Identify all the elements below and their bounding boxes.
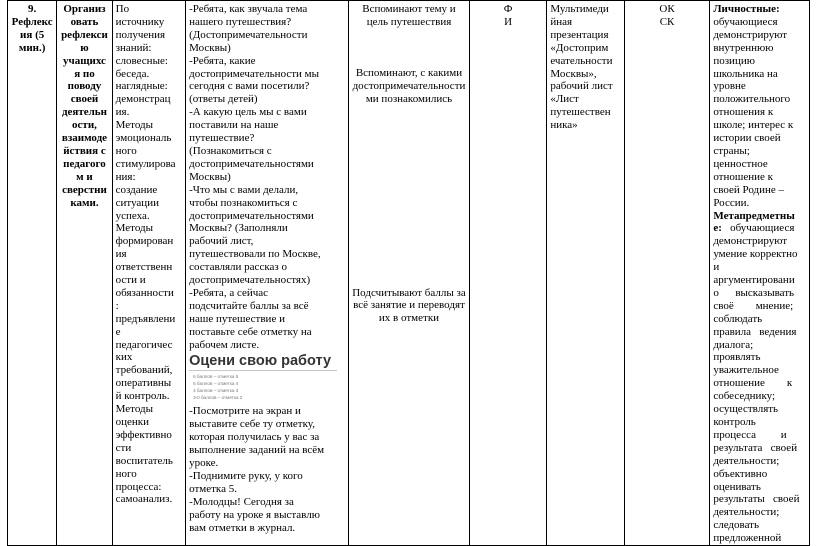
methods-line: ия — [115, 248, 127, 261]
result-line: отношения к — [713, 106, 774, 119]
student-line: их в отметки — [378, 312, 440, 325]
rating-slide-line: 4 баллов – отметка 3 — [193, 388, 239, 394]
methods-line: демонстрац — [115, 93, 171, 106]
teacher-line: рабочий лист, — [189, 235, 254, 248]
goal-cell — [57, 1, 112, 546]
result-line: отношение к — [713, 170, 773, 183]
stage-line: мин.) — [18, 41, 46, 54]
teacher-line: поставили на наше — [189, 119, 279, 132]
goal-line: йствия с — [63, 144, 106, 157]
stage-cell — [8, 1, 57, 546]
goal-line: взаимоде — [61, 132, 108, 145]
result-line: результаты своей — [713, 493, 800, 506]
goal-line: рефлекси — [61, 28, 108, 41]
methods-line: эффективно — [115, 428, 172, 441]
goal-line: учащихс — [63, 54, 106, 67]
teacher-line: сегодня с вами посетили? — [189, 80, 310, 93]
resource-line: «Лист — [550, 93, 579, 106]
methods-line: ситуации — [115, 196, 159, 209]
table-row-reflection — [8, 1, 810, 546]
stage-line: 9. — [28, 3, 37, 15]
result-line: осуществлять — [713, 403, 779, 416]
methods-line: е — [115, 325, 121, 338]
teacher-line: достопримечательности мы — [189, 67, 320, 80]
goal-line: овать — [70, 15, 99, 28]
result-line: объективно — [713, 467, 768, 480]
student-line: достопримечательности — [352, 79, 466, 92]
resource-line: презентация — [550, 28, 609, 41]
result-line: демонстрируют — [713, 28, 788, 41]
methods-line: предъявлени — [115, 312, 176, 325]
rating-slide-line: 3-0 баллов – отметка 2 — [193, 395, 243, 401]
teacher-line: -Молодцы! Сегодня за — [189, 495, 294, 508]
stage-line: Рефлекс — [11, 15, 53, 28]
rating-slide-line: 5 баллов – отметка 4 — [193, 381, 239, 387]
meta-results-title: Метапредметны — [713, 209, 795, 222]
teacher-line: -Поднимите руку, у кого — [189, 470, 303, 482]
resource-line: Москвы», — [550, 67, 597, 80]
resource-line: рабочий лист — [550, 80, 613, 93]
methods-line: источнику — [115, 15, 165, 28]
methods-line: й контроль. — [115, 390, 170, 403]
methods-line: ного — [115, 467, 137, 480]
methods-line: оценки — [115, 416, 150, 428]
teacher-line: рабочем листе. — [189, 338, 260, 351]
result-line: результата своей — [713, 441, 798, 454]
result-line: и — [713, 261, 720, 274]
goal-line: ками. — [70, 196, 99, 209]
methods-cell — [112, 1, 185, 546]
resources-cell — [547, 1, 624, 546]
result-line: внутреннюю — [713, 41, 774, 54]
result-line: обучающиеся — [713, 15, 778, 28]
methods-line: ния: — [115, 170, 136, 183]
teacher-line: путешествие? — [189, 132, 255, 145]
methods-line: обязанности — [115, 286, 174, 299]
teacher-line: чтобы познакомиться с — [189, 196, 298, 209]
teacher-line: Москвы? (Заполняли — [189, 222, 288, 235]
result-line: ценностное — [713, 157, 768, 170]
methods-line: формирован — [115, 235, 174, 248]
methods-line: эмоциональ — [115, 132, 172, 145]
methods-line: словесные: — [115, 54, 168, 67]
work-form-line: Ф — [503, 3, 513, 15]
goal-line: ю — [80, 41, 89, 54]
methods-line: педагогичес — [115, 338, 173, 351]
teacher-activity-cell — [186, 1, 349, 546]
methods-line: Методы — [115, 403, 153, 416]
teacher-line: уроке. — [189, 457, 219, 470]
methods-line: требований, — [115, 364, 173, 377]
teacher-line: составляли рассказ о — [189, 261, 287, 274]
teacher-line: -Посмотрите на экран и — [189, 405, 301, 418]
methods-line: Методы — [115, 119, 153, 132]
meta-results-title-line-2 — [713, 222, 806, 235]
result-line: правила ведения — [713, 325, 797, 338]
methods-line: получения — [115, 28, 166, 41]
teacher-line: отметка 5. — [189, 482, 237, 495]
goal-line: сверстни — [62, 183, 107, 196]
result-line: России. — [713, 196, 750, 209]
student-line: Вспоминают, с какими — [355, 66, 463, 79]
result-line: истории своей — [713, 132, 781, 145]
teacher-line: наше путешествие и — [189, 312, 285, 325]
methods-line: самоанализ. — [115, 493, 173, 506]
result-line: школьника на — [713, 67, 778, 80]
result-line: умение корректно — [713, 248, 798, 261]
teacher-line: -Что мы с вами делали, — [189, 183, 299, 196]
teacher-line: Москвы) — [189, 170, 231, 183]
methods-line: По — [115, 3, 130, 15]
stage-line: ия (5 — [20, 28, 45, 41]
goal-line: поводу — [67, 80, 102, 93]
result-line: процесса и — [713, 428, 787, 441]
work-form-cell — [469, 1, 546, 546]
resource-line: ника» — [550, 119, 578, 132]
rating-slide-title: Оцени свою работу — [189, 353, 332, 370]
teacher-line: -Ребята, а сейчас — [189, 286, 269, 299]
goal-line: я по — [74, 67, 95, 80]
teacher-line: подсчитайте баллы за всё — [189, 299, 309, 312]
teacher-line: достопримечательностями — [189, 157, 314, 170]
teacher-line: (ответы детей) — [189, 93, 258, 106]
competences-cell — [624, 1, 710, 546]
personal-results-title: Личностные: — [713, 3, 780, 15]
goal-line: Организ — [63, 3, 106, 15]
methods-line: : — [115, 299, 119, 312]
student-activity-block-3 — [352, 287, 466, 326]
teacher-line: (Познакомиться с — [189, 144, 272, 157]
student-line: всё занятие и переводят — [353, 299, 465, 312]
methods-line: процесса: — [115, 480, 162, 493]
result-line: аргументировани — [713, 274, 795, 287]
results-cell — [710, 1, 810, 546]
student-line: цель путешествия — [366, 15, 452, 28]
goal-line: ости, — [72, 119, 97, 132]
teacher-line: достопримечательностях) — [189, 274, 311, 287]
resource-line: йная — [550, 15, 573, 28]
result-line: уровне — [713, 80, 746, 93]
student-line: Подсчитывают баллы за — [352, 286, 466, 299]
result-line: проявлять — [713, 351, 761, 364]
result-line: положительного — [713, 93, 791, 106]
teacher-line: нашего путешествия? — [189, 15, 292, 28]
result-line: страны; — [713, 144, 750, 157]
student-activity-cell — [349, 1, 470, 546]
methods-line: воспитатель — [115, 454, 173, 467]
result-line: отношение к — [713, 377, 793, 390]
teacher-line: выполнение заданий на всём — [189, 444, 325, 457]
result-line: оценивать — [713, 480, 761, 493]
rating-slide-divider — [189, 370, 337, 371]
result-line: собеседнику; — [713, 390, 776, 403]
goal-line: м и — [76, 170, 93, 183]
teacher-line: (Достопримечательности — [189, 28, 308, 41]
result-line: демонстрируют — [713, 235, 788, 248]
teacher-line: выставите себе ту отметку, — [189, 418, 315, 431]
methods-line: знаний: — [115, 41, 152, 54]
student-line: ми познакомились — [365, 92, 453, 105]
teacher-line: достопримечательностями — [189, 209, 314, 222]
teacher-line: -Ребята, какие — [189, 54, 256, 67]
result-line: уважительное — [713, 364, 779, 377]
result-line: своей Родине – — [713, 183, 785, 196]
student-line: Вспоминают тему и — [362, 3, 456, 15]
methods-line: оперативны — [115, 377, 172, 390]
methods-line: беседа. — [115, 67, 150, 80]
result-line: диалога; — [713, 338, 754, 351]
goal-line: деятельн — [61, 106, 107, 119]
meta-results-title-end: е: — [713, 222, 722, 235]
teacher-line: работу на уроке я выставлю — [189, 508, 320, 521]
student-activity-block-2 — [352, 67, 466, 106]
methods-line: ответственн — [115, 261, 173, 274]
methods-line: успеха. — [115, 209, 150, 222]
methods-line: Методы — [115, 222, 153, 235]
lesson-plan-table — [7, 0, 810, 546]
teacher-line: -А какую цель мы с вами — [189, 106, 307, 119]
resource-line: ечательности — [550, 54, 613, 67]
teacher-line: путешествовали по Москве, — [189, 248, 321, 261]
goal-line: своей — [70, 93, 99, 106]
methods-line: ного — [115, 144, 137, 157]
competence-line: ОК — [659, 3, 675, 15]
student-activity-block-1 — [352, 3, 466, 29]
teacher-line: поставьте себе отметку на — [189, 325, 312, 338]
result-line: предложенной — [713, 532, 782, 545]
result-line: позицию — [713, 54, 755, 67]
teacher-line: вам отметки в журнал. — [189, 521, 296, 534]
result-line: своё мнение; — [713, 299, 794, 312]
result-line: школе; интерес к — [713, 119, 794, 132]
result-line: деятельности; — [713, 506, 780, 519]
rating-slide-line: 6 баллов – отметка 5 — [193, 374, 239, 380]
result-line: обучающиеся — [730, 222, 795, 235]
result-line: о высказывать — [713, 286, 795, 299]
teacher-line: -Ребята, как звучала тема — [189, 3, 308, 15]
result-line: соблюдать — [713, 312, 763, 325]
result-line: следовать — [713, 519, 760, 532]
resource-line: Мультимеди — [550, 3, 609, 15]
rating-slide-image — [189, 353, 335, 401]
resource-line: «Достоприм — [550, 41, 609, 54]
methods-line: ких — [115, 351, 133, 364]
teacher-line: которая получилась у вас за — [189, 431, 320, 444]
methods-line: наглядные: — [115, 80, 168, 93]
methods-line: стимулирова — [115, 157, 176, 170]
work-form-line: И — [504, 15, 513, 28]
result-line: контроль — [713, 416, 756, 428]
methods-line: ия. — [115, 106, 130, 119]
methods-line: сти — [115, 441, 132, 454]
result-line: деятельности; — [713, 454, 780, 467]
teacher-line: Москвы) — [189, 41, 231, 54]
competence-line: СК — [659, 15, 675, 28]
methods-line: создание — [115, 183, 158, 196]
methods-line: ости и — [115, 274, 146, 287]
resource-line: путешествен — [550, 106, 611, 119]
goal-line: педагого — [63, 157, 106, 170]
